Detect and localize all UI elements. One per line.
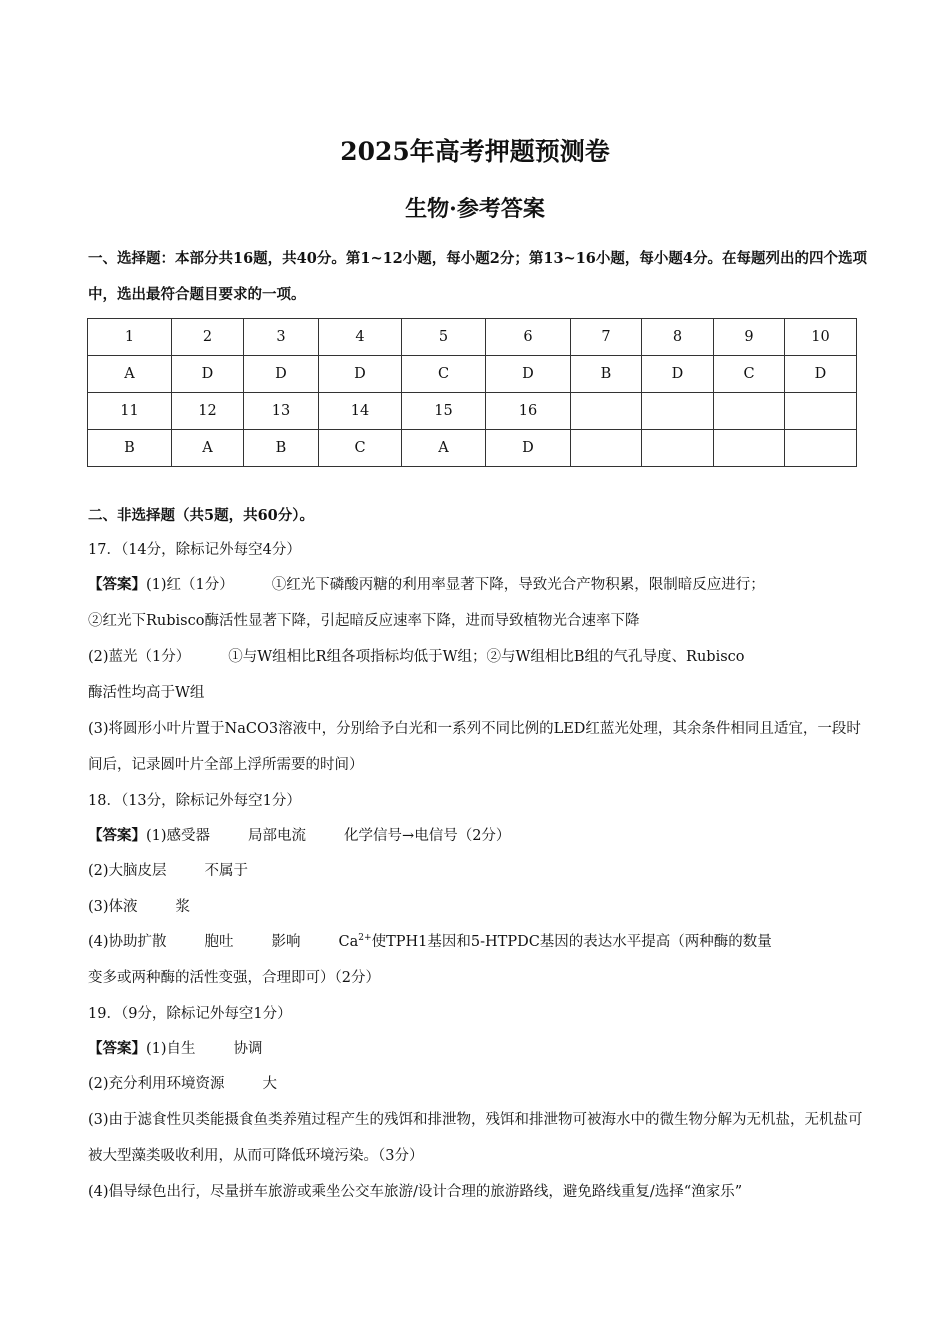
question-number-cell: 5 <box>402 319 486 356</box>
answer-choice-cell: A <box>88 356 172 393</box>
q17-answer-2-cont: 酶活性均高于W组 <box>88 685 205 701</box>
q17-answer-1-cont: ②红光下Rubisco酶活性显著下降，引起暗反应速率下降，进而导致植物光合速率下降 <box>88 613 640 629</box>
question-number-cell: 9 <box>714 319 785 356</box>
section1-intro: 一、选择题：本部分共16题，共40分。第1~12小题，每小题2分；第13~16小题，每小题4分。在每题列出的四个选项中，选出最符合题目要求的一项。 <box>88 250 867 303</box>
answer-choice-cell: D <box>642 356 714 393</box>
section2-heading: 二、非选择题（共5题，共60分）。 <box>88 507 315 524</box>
q19-a1a: (1)自生 <box>146 1041 196 1057</box>
answer-label: 【答案】 <box>88 827 146 844</box>
q18-a4a: (4)协助扩散 <box>88 934 167 950</box>
q17-a1-start: (1)红（1分） <box>146 577 234 593</box>
question-number-cell: 14 <box>319 393 402 430</box>
question-number-cell: 15 <box>402 393 486 430</box>
page-title: 2025年高考押题预测卷 <box>340 137 610 166</box>
question-number-cell: 6 <box>486 319 571 356</box>
question-number-cell: 16 <box>486 393 571 430</box>
answer-choice-cell: D <box>486 356 571 393</box>
q17-a2-start: (2)蓝光（1分） <box>88 649 191 665</box>
q18-answer-3 <box>88 889 878 925</box>
q19-answer-3: (3)由于滤食性贝类能摄食鱼类养殖过程产生的残饵和排泄物，残饵和排泄物可被海水中的微生物分解为无机盐，无机盐可被大型藻类吸收利用，从而可降低环境污染。（3分） <box>88 1112 863 1164</box>
answer-label: 【答案】 <box>88 1040 146 1057</box>
q18-answer-2 <box>88 853 878 889</box>
answer-choice-cell: D <box>785 356 857 393</box>
question-number-cell: 3 <box>244 319 319 356</box>
answer-choice-cell: B <box>88 430 172 467</box>
q19-answer-1 <box>88 1031 878 1067</box>
question-number-cell: 8 <box>642 319 714 356</box>
answer-table <box>87 318 857 467</box>
q18-a2b: 不属于 <box>204 863 249 879</box>
q17-answer-1 <box>88 567 878 603</box>
q17-a2-rest: ①与W组相比R组各项指标均低于W组；②与W组相比B组的气孔导度、Rubisco <box>228 649 745 665</box>
q17-answer-2 <box>88 639 878 675</box>
q19-a2b: 大 <box>262 1076 278 1092</box>
answer-table-body <box>88 319 857 467</box>
q18-a3b: 浆 <box>175 899 191 915</box>
question-number-cell <box>785 393 857 430</box>
answer-choice-cell: D <box>244 356 319 393</box>
answer-choice-cell <box>642 430 714 467</box>
answer-choice-cell: D <box>319 356 402 393</box>
q18-a4b: 胞吐 <box>204 934 234 950</box>
q19-a1b: 协调 <box>233 1041 263 1057</box>
q19-answer-4: (4)倡导绿色出行，尽量拼车旅游或乘坐公交车旅游/设计合理的旅游路线，避免路线重复/选择“渔家乐” <box>88 1184 743 1200</box>
answer-table-row <box>88 393 857 430</box>
question-number-cell: 2 <box>172 319 244 356</box>
answer-choice-cell <box>714 430 785 467</box>
q18-answer-4 <box>88 924 878 960</box>
question-number-cell: 12 <box>172 393 244 430</box>
q17-header: 17．（14分，除标记外每空4分） <box>88 542 301 558</box>
answer-choice-cell <box>571 430 642 467</box>
q18-a1a: (1)感受器 <box>146 828 211 844</box>
answer-choice-cell: B <box>571 356 642 393</box>
q19-header: 19．（9分，除标记外每空1分） <box>88 1006 292 1022</box>
answer-choice-cell: C <box>402 356 486 393</box>
q18-a1b: 局部电流 <box>248 828 307 844</box>
page-subtitle: 生物·参考答案 <box>405 196 545 222</box>
answer-choice-cell: A <box>172 430 244 467</box>
answer-choice-cell: D <box>486 430 571 467</box>
answer-choice-cell: D <box>172 356 244 393</box>
question-number-cell: 1 <box>88 319 172 356</box>
answer-choice-cell <box>785 430 857 467</box>
question-number-cell: 10 <box>785 319 857 356</box>
question-number-cell: 7 <box>571 319 642 356</box>
q18-a4c: 影响 <box>271 934 301 950</box>
q18-a3a: (3)体液 <box>88 899 138 915</box>
q18-a4d-superscript: 2+ <box>358 933 372 944</box>
answer-table-row <box>88 430 857 467</box>
question-number-cell: 4 <box>319 319 402 356</box>
answer-choice-cell: A <box>402 430 486 467</box>
q19-a2a: (2)充分利用环境资源 <box>88 1076 225 1092</box>
q18-a1c: 化学信号→电信号（2分） <box>344 828 511 844</box>
q18-a4d-rest: 使TPH1基因和5-HTPDC基因的表达水平提高（两种酶的数量 <box>371 934 772 950</box>
q18-answer-1 <box>88 818 878 854</box>
question-number-cell <box>642 393 714 430</box>
question-number-cell <box>714 393 785 430</box>
q18-answer-4-cont: 变多或两种酶的活性变强，合理即可）（2分） <box>88 970 380 986</box>
q18-header: 18．（13分，除标记外每空1分） <box>88 793 301 809</box>
answer-label: 【答案】 <box>88 576 146 593</box>
q18-a4d-ca: Ca <box>338 934 359 950</box>
answer-table-row <box>88 356 857 393</box>
q19-answer-2 <box>88 1066 878 1102</box>
answer-choice-cell: B <box>244 430 319 467</box>
answer-table-row <box>88 319 857 356</box>
answer-choice-cell: C <box>319 430 402 467</box>
question-number-cell: 11 <box>88 393 172 430</box>
answer-choice-cell: C <box>714 356 785 393</box>
q17-answer-3: (3)将圆形小叶片置于NaCO3溶液中，分别给予白光和一系列不同比例的LED红蓝光处理，其余条件相同且适宜，一段时间后，记录圆叶片全部上浮所需要的时间） <box>88 721 861 773</box>
q17-a1-rest: ①红光下磷酸丙糖的利用率显著下降，导致光合产物积累，限制暗反应进行； <box>271 577 765 593</box>
q18-a2a: (2)大脑皮层 <box>88 863 167 879</box>
question-number-cell <box>571 393 642 430</box>
question-number-cell: 13 <box>244 393 319 430</box>
